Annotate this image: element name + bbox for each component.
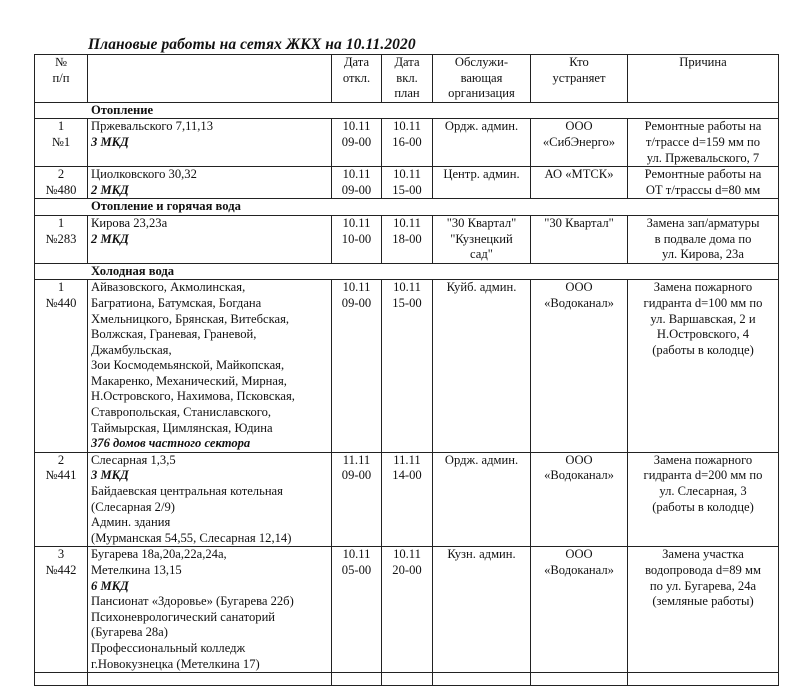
row-address-line: Джамбульская, bbox=[91, 342, 172, 357]
row-address-line: Зои Космодемьянской, Майкопская, bbox=[91, 358, 285, 373]
header-fixer bbox=[531, 55, 628, 103]
row-date-on bbox=[382, 547, 433, 673]
table-row bbox=[35, 280, 779, 453]
row-reason-line: гидранта d=100 мм по bbox=[643, 295, 763, 310]
header-address bbox=[88, 55, 332, 103]
row-date-on-line: 10.11 bbox=[393, 119, 421, 134]
row-number-line: №441 bbox=[45, 468, 77, 483]
row-date-on-line: 18-00 bbox=[392, 231, 422, 246]
row-org-line: "30 Квартал" bbox=[446, 215, 517, 230]
row-address-line: Циолковского 30,32 bbox=[91, 167, 197, 182]
row-org bbox=[433, 452, 531, 547]
row-reason bbox=[628, 452, 779, 547]
row-date-off-line: 10.11 bbox=[342, 280, 371, 295]
row-reason bbox=[628, 167, 779, 199]
row-date-on bbox=[382, 215, 433, 263]
header-num bbox=[35, 55, 88, 103]
row-org-line: "Кузнецкий bbox=[450, 231, 513, 246]
cut-off-cell bbox=[332, 673, 382, 686]
row-fixer-line: «СибЭнерго» bbox=[542, 134, 616, 149]
row-date-off-line: 10-00 bbox=[341, 231, 372, 246]
row-reason-line: гидранта d=200 мм по bbox=[643, 468, 763, 483]
row-fixer bbox=[531, 167, 628, 199]
row-date-off bbox=[332, 167, 382, 199]
row-org-line: сад" bbox=[470, 247, 493, 262]
document-title: Плановые работы на сетях ЖКХ на 10.11.2020 bbox=[88, 36, 416, 53]
section-row bbox=[35, 102, 779, 119]
row-fixer-line: ООО bbox=[565, 452, 593, 467]
row-reason-line: Замена пожарного bbox=[653, 452, 753, 467]
row-fixer bbox=[531, 452, 628, 547]
row-date-off-line: 09-00 bbox=[341, 295, 372, 310]
row-date-on-line: 15-00 bbox=[392, 295, 422, 310]
table-row bbox=[35, 452, 779, 547]
row-address-line: Волжская, Граневая, Граневой, bbox=[91, 327, 257, 342]
object-line: Профессиональный колледж bbox=[91, 640, 246, 655]
row-number bbox=[35, 119, 88, 167]
cut-off-cell bbox=[35, 673, 88, 686]
row-address-line: Кирова 23,23а bbox=[91, 215, 168, 230]
row-date-on-line: 16-00 bbox=[392, 134, 422, 149]
row-date-on-line: 20-00 bbox=[392, 563, 422, 577]
row-number-line: №283 bbox=[45, 231, 77, 246]
row-address-line: Хмельницкого, Брянская, Витебская, bbox=[91, 311, 290, 326]
header-row bbox=[35, 55, 779, 103]
building-count: 2 МКД bbox=[91, 231, 129, 246]
row-fixer-line: ООО bbox=[565, 119, 593, 134]
row-fixer bbox=[531, 215, 628, 263]
cut-off-cell bbox=[382, 673, 433, 686]
cut-off-row bbox=[35, 673, 779, 686]
row-reason bbox=[628, 280, 779, 453]
header-date-on-line: Дата bbox=[394, 55, 420, 69]
row-address-line: Н.Островского, Нахимова, Псковская, bbox=[91, 389, 295, 404]
row-reason bbox=[628, 119, 779, 167]
building-count: 3 МКД bbox=[91, 134, 129, 149]
row-org-line: Куйб. админ. bbox=[446, 280, 517, 295]
row-fixer-line: «Водоканал» bbox=[544, 295, 614, 310]
row-date-on bbox=[382, 167, 433, 199]
row-date-on bbox=[382, 280, 433, 453]
row-reason-line: ул. Слесарная, 3 bbox=[659, 484, 747, 499]
row-number bbox=[35, 280, 88, 453]
header-date-on bbox=[382, 55, 433, 103]
cut-off-cell bbox=[531, 673, 628, 686]
row-date-off bbox=[332, 452, 382, 547]
row-address bbox=[88, 119, 332, 167]
row-date-off-line: 09-00 bbox=[341, 468, 372, 483]
row-number bbox=[35, 215, 88, 263]
row-date-on-line: 14-00 bbox=[392, 468, 422, 483]
building-count: 6 МКД bbox=[91, 578, 129, 593]
row-address bbox=[88, 215, 332, 263]
row-reason-line: по ул. Бугарева, 24а bbox=[649, 578, 757, 593]
header-org bbox=[433, 55, 531, 103]
row-date-off bbox=[332, 215, 382, 263]
building-count: 2 МКД bbox=[91, 182, 129, 197]
header-fixer-line: устраняет bbox=[552, 70, 606, 85]
row-number-line: №440 bbox=[45, 295, 77, 310]
building-count: 376 домов частного сектора bbox=[91, 436, 251, 451]
row-date-off bbox=[332, 547, 382, 673]
row-date-off bbox=[332, 119, 382, 167]
row-address-line: Пржевальского 7,11,13 bbox=[91, 119, 214, 134]
section-title: Отопление и горячая вода bbox=[35, 199, 779, 216]
row-date-off-line: 09-00 bbox=[341, 134, 372, 149]
row-fixer bbox=[531, 547, 628, 673]
row-address bbox=[88, 167, 332, 199]
row-date-on bbox=[382, 119, 433, 167]
row-fixer-line: ООО bbox=[565, 280, 593, 295]
row-reason-line: Замена участка bbox=[662, 547, 744, 562]
table-row bbox=[35, 215, 779, 263]
row-org-line: Ордж. админ. bbox=[444, 119, 519, 134]
header-date-off-line: Дата bbox=[343, 55, 370, 69]
cut-off-cell bbox=[628, 673, 779, 686]
row-reason bbox=[628, 547, 779, 673]
row-address-line: Макаренко, Механический, Мирная, bbox=[91, 373, 287, 388]
row-org bbox=[433, 280, 531, 453]
row-number-line: 3 bbox=[57, 547, 65, 562]
row-number bbox=[35, 167, 88, 199]
row-number bbox=[35, 547, 88, 673]
building-count: 3 МКД bbox=[91, 468, 129, 483]
header-org-line: Обслужи- bbox=[454, 55, 509, 69]
row-org-line: Кузн. админ. bbox=[447, 547, 516, 562]
row-reason-line: ул. Пржевальского, 7 bbox=[646, 150, 760, 165]
row-date-off-line: 09-00 bbox=[341, 182, 372, 197]
row-reason-line: (земляные работы) bbox=[652, 594, 754, 609]
row-reason-line: Ремонтные работы на bbox=[644, 119, 762, 134]
table-row bbox=[35, 167, 779, 199]
header-date-on-line: план bbox=[394, 86, 420, 101]
row-number-line: №480 bbox=[45, 182, 77, 197]
row-date-off-line: 05-00 bbox=[341, 563, 372, 577]
row-fixer-line: ООО bbox=[565, 547, 593, 562]
row-fixer-line: «Водоканал» bbox=[544, 563, 614, 577]
object-line: Админ. здания bbox=[91, 515, 171, 530]
row-date-on-line: 15-00 bbox=[392, 182, 422, 197]
header-org-line: организация bbox=[448, 86, 515, 101]
row-number-line: 1 bbox=[57, 215, 65, 230]
row-number-line: 2 bbox=[57, 452, 65, 467]
row-number-line: 2 bbox=[57, 167, 65, 182]
row-reason-line: ул. Варшавская, 2 и bbox=[650, 311, 756, 326]
header-num-line: № bbox=[54, 55, 68, 69]
row-reason-line: Н.Островского, 4 bbox=[656, 327, 750, 342]
row-address-line: Ставропольская, Станиславского, bbox=[91, 405, 272, 420]
row-date-off bbox=[332, 280, 382, 453]
row-number-line: №1 bbox=[51, 134, 71, 149]
row-reason-line: т/трассе d=159 мм по bbox=[645, 134, 761, 149]
row-address bbox=[88, 280, 332, 453]
cut-off-cell bbox=[433, 673, 531, 686]
works-table bbox=[34, 54, 779, 686]
row-date-on bbox=[382, 452, 433, 547]
object-line: (Мурманская 54,55, Слесарная 12,14) bbox=[91, 530, 292, 545]
object-line: г.Новокузнецка (Метелкина 17) bbox=[91, 656, 260, 671]
header-date-off-line: откл. bbox=[342, 70, 371, 85]
row-date-off-line: 10.11 bbox=[342, 215, 371, 230]
row-address-line: Таймырская, Цимлянская, Юдина bbox=[91, 420, 273, 435]
row-date-on-line: 11.11 bbox=[393, 452, 421, 467]
row-fixer-line: «Водоканал» bbox=[544, 468, 614, 483]
cut-off-cell bbox=[88, 673, 332, 686]
object-line: (Бугарева 28а) bbox=[91, 625, 168, 640]
header-date-on-line: вкл. bbox=[396, 70, 418, 85]
row-date-on-line: 10.11 bbox=[393, 167, 421, 182]
row-date-off-line: 10.11 bbox=[342, 167, 371, 182]
table-row bbox=[35, 547, 779, 673]
row-reason-line: ОТ т/трассы d=80 мм bbox=[645, 182, 761, 197]
row-number-line: 1 bbox=[57, 280, 65, 295]
table-row bbox=[35, 119, 779, 167]
row-reason-line: Замена пожарного bbox=[653, 280, 753, 295]
row-date-on-line: 10.11 bbox=[393, 215, 421, 230]
row-address-line: Айвазовского, Акмолинская, bbox=[91, 280, 246, 295]
header-num-line: п/п bbox=[52, 70, 70, 85]
header-reason bbox=[628, 55, 779, 103]
row-address-line: Слесарная 1,3,5 bbox=[91, 452, 176, 467]
object-line: Пансионат «Здоровье» (Бугарева 22б) bbox=[91, 594, 294, 609]
row-number bbox=[35, 452, 88, 547]
row-org bbox=[433, 119, 531, 167]
row-date-on-line: 10.11 bbox=[393, 547, 421, 562]
header-reason-line: Причина bbox=[679, 55, 727, 69]
row-reason-line: ул. Кирова, 23а bbox=[662, 247, 744, 262]
row-date-on-line: 10.11 bbox=[393, 280, 421, 295]
row-number-line: №442 bbox=[45, 563, 77, 577]
header-fixer-line: Кто bbox=[569, 55, 589, 69]
row-org-line: Ордж. админ. bbox=[444, 452, 519, 467]
row-reason bbox=[628, 215, 779, 263]
row-fixer bbox=[531, 280, 628, 453]
row-date-off-line: 10.11 bbox=[342, 547, 371, 562]
section-row bbox=[35, 199, 779, 216]
object-line: (Слесарная 2/9) bbox=[91, 499, 175, 514]
row-org bbox=[433, 215, 531, 263]
row-reason-line: Замена зап/арматуры bbox=[646, 215, 760, 230]
row-org bbox=[433, 547, 531, 673]
row-address-line: Метелкина 13,15 bbox=[91, 563, 182, 577]
row-org-line: Центр. админ. bbox=[443, 167, 520, 182]
row-reason-line: Ремонтные работы на bbox=[644, 167, 762, 182]
row-reason-line: (работы в колодце) bbox=[652, 499, 754, 514]
header-org-line: вающая bbox=[460, 70, 503, 85]
row-fixer bbox=[531, 119, 628, 167]
row-reason-line: (работы в колодце) bbox=[652, 342, 754, 357]
row-number-line: 1 bbox=[57, 119, 65, 134]
row-fixer-line: "30 Квартал" bbox=[544, 215, 614, 230]
row-reason-line: в подвале дома по bbox=[654, 231, 752, 246]
section-title: Холодная вода bbox=[35, 263, 779, 280]
row-fixer-line: АО «МТСК» bbox=[544, 167, 614, 182]
row-date-off-line: 10.11 bbox=[342, 119, 371, 134]
row-reason-line: водопровода d=89 мм bbox=[645, 563, 761, 577]
row-address-line: Бугарева 18а,20а,22а,24а, bbox=[91, 547, 227, 562]
section-row bbox=[35, 263, 779, 280]
row-org bbox=[433, 167, 531, 199]
object-line: Байдаевская центральная котельная bbox=[91, 484, 283, 499]
row-date-off-line: 11.11 bbox=[342, 452, 371, 467]
header-date-off bbox=[332, 55, 382, 103]
row-address-line: Багратиона, Батумская, Богдана bbox=[91, 295, 262, 310]
section-title: Отопление bbox=[35, 102, 779, 119]
row-address bbox=[88, 452, 332, 547]
object-line: Психоневрологический санаторий bbox=[91, 609, 276, 624]
row-address bbox=[88, 547, 332, 673]
